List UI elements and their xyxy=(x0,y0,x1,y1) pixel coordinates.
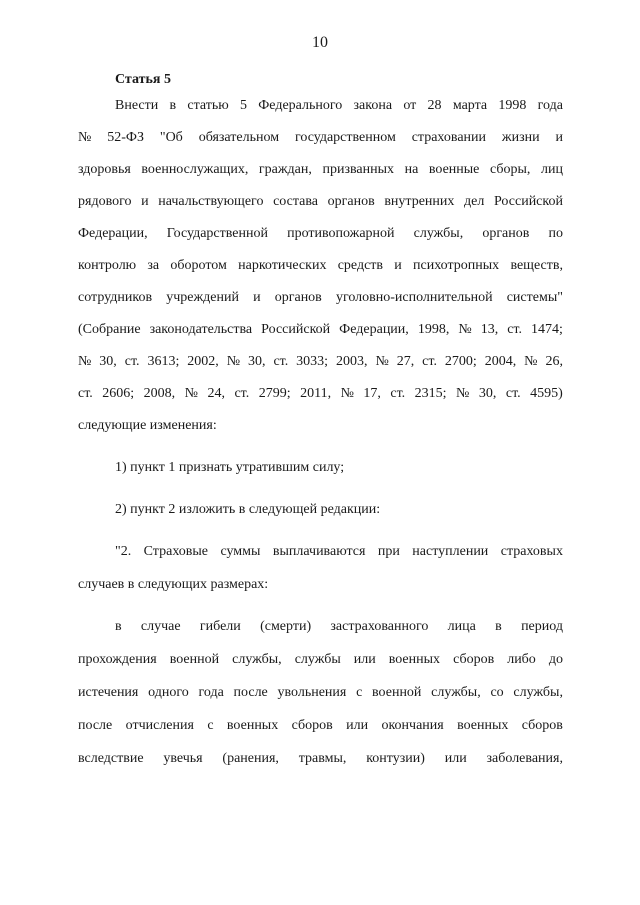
word: и xyxy=(394,258,402,273)
word: в xyxy=(169,98,177,113)
word: службы, xyxy=(513,685,563,700)
word: лиц xyxy=(540,162,563,177)
word: № xyxy=(375,354,389,369)
word: "Об xyxy=(159,130,183,145)
word: 1998, xyxy=(417,322,450,337)
word: ст. xyxy=(422,354,437,369)
word: военнослужащих, xyxy=(141,162,249,177)
word: (Собрание xyxy=(78,322,141,337)
word: № xyxy=(226,354,241,369)
word: 4595) xyxy=(530,386,563,401)
word: и xyxy=(141,194,149,209)
text-line xyxy=(78,452,563,485)
page-number: 10 xyxy=(312,34,328,51)
word: после xyxy=(233,685,268,700)
word: государственном xyxy=(294,130,396,145)
word: в xyxy=(115,619,122,634)
word: года xyxy=(198,685,224,700)
word: 1474; xyxy=(531,322,563,337)
word: ст. xyxy=(273,354,289,369)
word: № xyxy=(524,354,538,369)
word: военной xyxy=(169,652,220,667)
word: увечья xyxy=(163,751,203,766)
word: состава xyxy=(273,194,318,209)
word: сборы, xyxy=(489,162,531,177)
word: военных xyxy=(388,652,441,667)
word: учреждений xyxy=(166,290,239,305)
line-text: случаев в следующих размерах: xyxy=(78,577,269,592)
word: на xyxy=(404,162,419,177)
word: 2700; xyxy=(444,354,477,369)
word: гибели xyxy=(199,619,241,634)
word: с xyxy=(356,685,363,700)
word: службы, xyxy=(232,652,282,667)
word: № xyxy=(78,130,92,145)
word: 27, xyxy=(396,354,415,369)
word: жизни xyxy=(501,130,540,145)
word: или xyxy=(444,751,467,766)
word: 2008, xyxy=(143,386,176,401)
word: страховании xyxy=(411,130,487,145)
text-line xyxy=(78,378,563,411)
word: 3033; xyxy=(296,354,329,369)
text-line xyxy=(78,282,563,315)
word: ст. xyxy=(234,386,250,401)
word: и xyxy=(253,290,261,305)
word: Страховые xyxy=(143,544,209,559)
word: Государственной xyxy=(166,226,268,241)
word: ст. xyxy=(390,386,406,401)
word: контролю xyxy=(78,258,137,273)
word: военных xyxy=(457,718,509,733)
word: (ранения, xyxy=(222,751,279,766)
word: 30, xyxy=(248,354,266,369)
word: сборов xyxy=(521,718,563,733)
text-line xyxy=(78,410,563,443)
word: 26, xyxy=(545,354,563,369)
word: выплачиваются xyxy=(272,544,366,559)
word: до xyxy=(548,652,563,667)
word: 17, xyxy=(363,386,381,401)
word: закона xyxy=(353,98,393,113)
word: 2011, xyxy=(300,386,332,401)
word: при xyxy=(377,544,400,559)
word: 2004, xyxy=(484,354,517,369)
word: наступлении xyxy=(412,544,489,559)
word: 2003, xyxy=(336,354,368,369)
word: (смерти) xyxy=(260,619,312,634)
line-text: следующие изменения: xyxy=(78,418,217,433)
word: отчисления xyxy=(125,718,194,733)
word: период xyxy=(521,619,563,634)
article-title: Статья 5 xyxy=(115,72,171,87)
word: либо xyxy=(507,652,536,667)
text-line xyxy=(78,611,563,644)
word: статью xyxy=(187,98,229,113)
word: № xyxy=(458,322,472,337)
word: со xyxy=(490,685,504,700)
word: 5 xyxy=(239,98,247,113)
word: 2315; xyxy=(414,386,447,401)
text-line xyxy=(78,122,563,155)
word: военной xyxy=(372,685,422,700)
word: страховых xyxy=(500,544,563,559)
word: рядового xyxy=(78,194,132,209)
word: органов xyxy=(327,194,375,209)
word: увольнения xyxy=(277,685,347,700)
word: суммы xyxy=(220,544,261,559)
word: службы, xyxy=(431,685,481,700)
word: наркотических xyxy=(238,258,327,273)
word: Федерации, xyxy=(78,226,148,241)
word: призванных xyxy=(322,162,395,177)
text-line xyxy=(78,250,563,283)
word: контузии) xyxy=(366,751,425,766)
word: в xyxy=(495,619,502,634)
line-text: 1) пункт 1 признать утратившим силу; xyxy=(115,460,345,475)
word: обязательном xyxy=(198,130,280,145)
word: № xyxy=(340,386,354,401)
text-line xyxy=(78,154,563,187)
word: года xyxy=(537,98,563,113)
text-line xyxy=(78,346,563,379)
text-line xyxy=(78,90,563,123)
word: психотропных xyxy=(413,258,500,273)
word: после xyxy=(78,718,113,733)
word: с xyxy=(207,718,214,733)
word: по xyxy=(548,226,563,241)
word: органов xyxy=(274,290,322,305)
word: уголовно-исполнительной xyxy=(335,290,493,305)
word: 52-ФЗ xyxy=(107,130,144,145)
word: застрахованного xyxy=(330,619,429,634)
word: военные xyxy=(428,162,480,177)
text-line xyxy=(78,536,563,569)
text-line xyxy=(78,494,563,527)
word: сотрудников xyxy=(78,290,153,305)
text-line xyxy=(78,710,563,743)
word: дел xyxy=(464,194,485,209)
word: 2606; xyxy=(102,386,135,401)
word: "2. xyxy=(115,544,132,559)
word: системы" xyxy=(506,290,563,305)
word: случае xyxy=(140,619,181,634)
word: № xyxy=(184,386,198,401)
word: 30, xyxy=(99,354,117,369)
word: Российской xyxy=(261,322,331,337)
word: противопожарной xyxy=(287,226,395,241)
word: сборов xyxy=(453,652,495,667)
text-line xyxy=(78,644,563,677)
word: 2799; xyxy=(258,386,291,401)
text-line xyxy=(78,569,563,602)
word: Внести xyxy=(115,98,159,113)
word: 13, xyxy=(480,322,499,337)
word: 30, xyxy=(478,386,497,401)
word: органов xyxy=(482,226,530,241)
word: лица xyxy=(447,619,476,634)
word: 24, xyxy=(207,386,225,401)
word: за xyxy=(147,258,160,273)
word: прохождения xyxy=(78,652,157,667)
word: марта xyxy=(452,98,488,113)
text-line xyxy=(78,186,563,219)
word: сборов xyxy=(291,718,333,733)
word: службы, xyxy=(413,226,464,241)
word: веществ, xyxy=(510,258,563,273)
word: средств xyxy=(337,258,384,273)
word: 1998 xyxy=(498,98,527,113)
word: от xyxy=(403,98,417,113)
word: или xyxy=(353,652,376,667)
word: ст. xyxy=(505,386,521,401)
word: ст. xyxy=(507,322,522,337)
word: или xyxy=(346,718,369,733)
text-line xyxy=(78,314,563,347)
word: одного xyxy=(148,685,189,700)
word: 28 xyxy=(427,98,442,113)
word: и xyxy=(555,130,563,145)
word: законодательства xyxy=(149,322,253,337)
word: службы xyxy=(294,652,341,667)
word: 2002, xyxy=(187,354,219,369)
line-text: 2) пункт 2 изложить в следующей редакции: xyxy=(115,502,381,517)
word: вследствие xyxy=(78,751,144,766)
text-line xyxy=(78,743,563,776)
word: заболевания, xyxy=(486,751,563,766)
word: ст. xyxy=(78,386,93,401)
word: Федерации, xyxy=(339,322,409,337)
word: № xyxy=(78,354,92,369)
word: ст. xyxy=(124,354,140,369)
word: начальствующего xyxy=(158,194,264,209)
word: здоровья xyxy=(78,162,131,177)
word: военных xyxy=(226,718,279,733)
word: граждан, xyxy=(258,162,312,177)
word: № xyxy=(456,386,470,401)
word: Российской xyxy=(493,194,563,209)
word: окончания xyxy=(381,718,444,733)
word: оборотом xyxy=(170,258,227,273)
word: истечения xyxy=(78,685,139,700)
word: Федерального xyxy=(258,98,343,113)
word: 3613; xyxy=(147,354,180,369)
text-line xyxy=(78,218,563,251)
text-line xyxy=(78,677,563,710)
word: травмы, xyxy=(298,751,347,766)
word: внутренних xyxy=(384,194,455,209)
